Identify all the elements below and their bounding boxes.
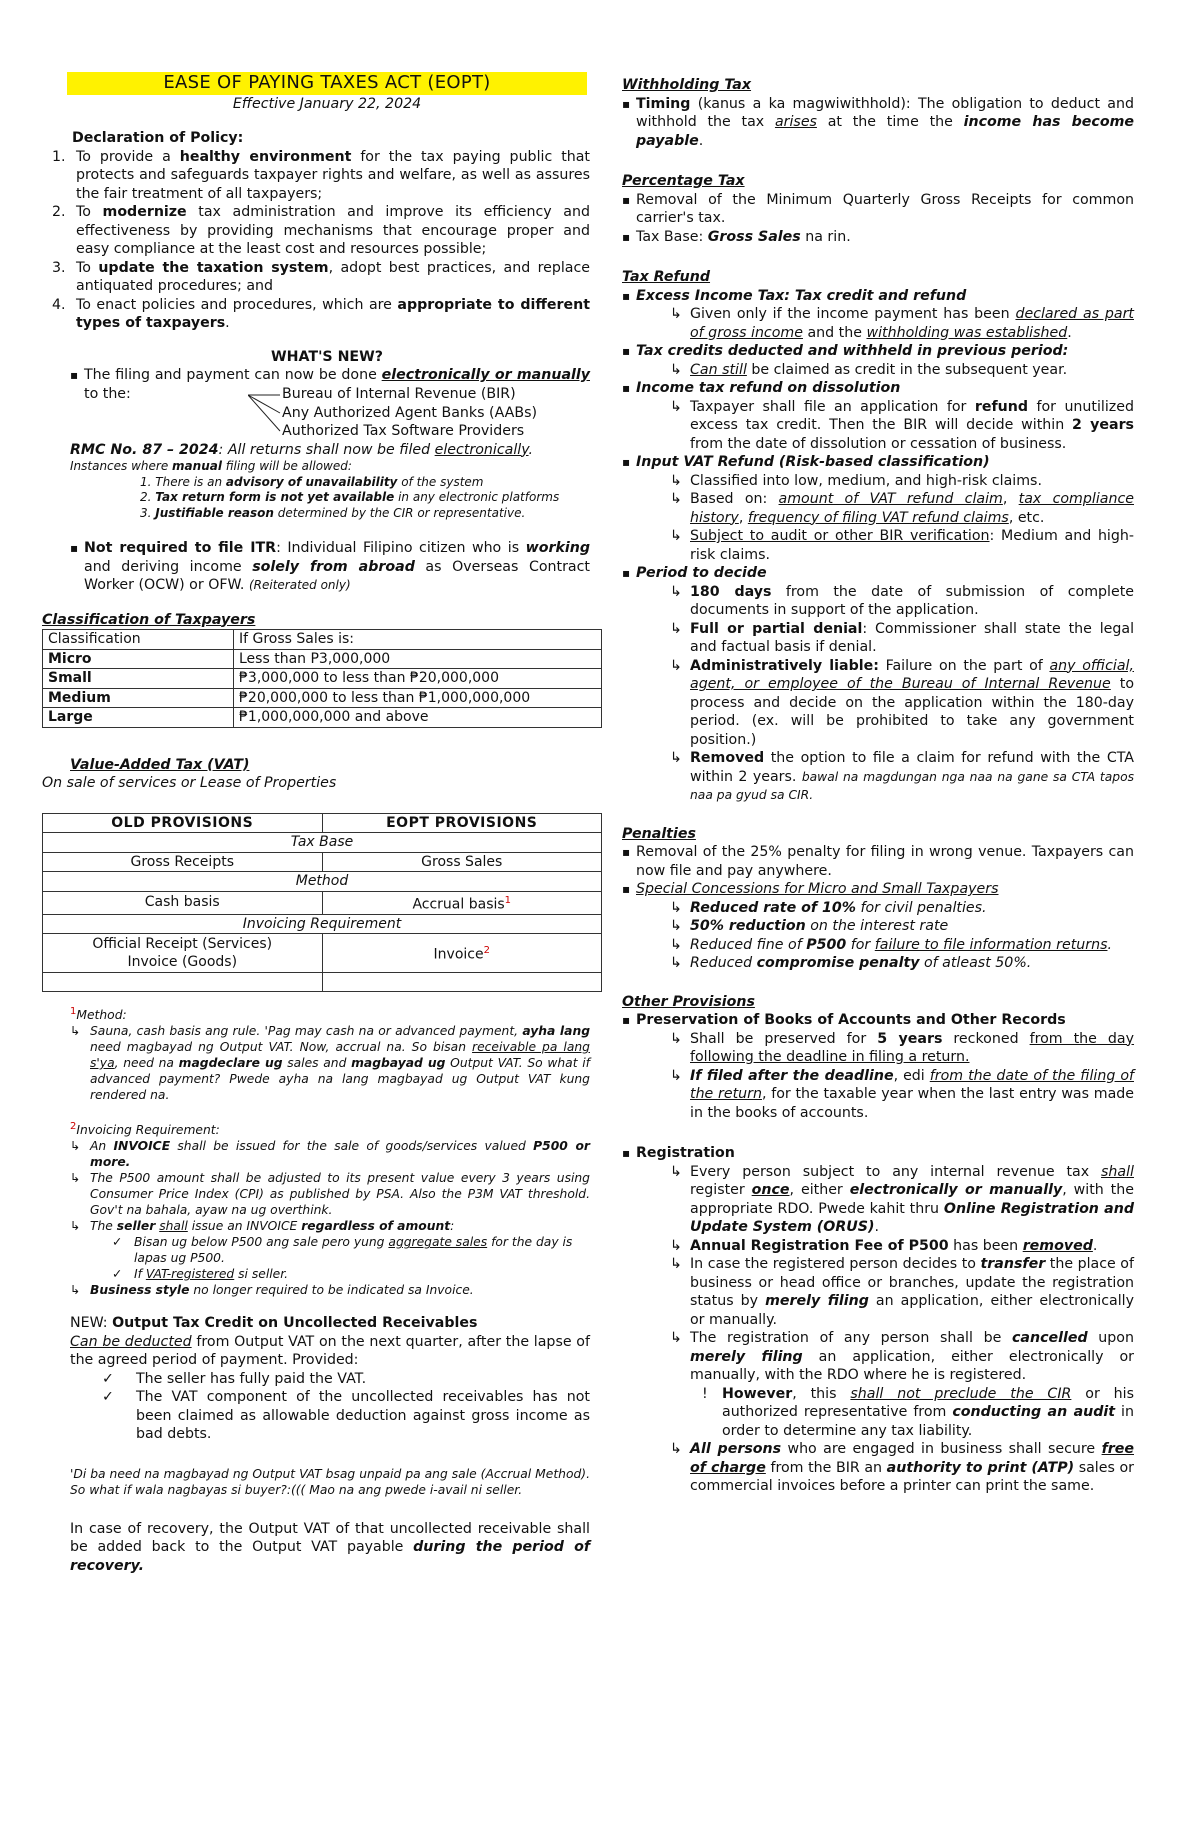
refund-excess: ▪ Excess Income Tax: Tax credit and refund <box>622 287 1134 306</box>
table-row: Large ₱1,000,000,000 and above <box>43 708 602 728</box>
instance-item: 3. Justifiable reason determined by the CIR or representative. <box>140 505 526 520</box>
registration-bullet: ▪ Registration <box>622 1144 1134 1163</box>
arrow-icon: ↳ <box>670 361 682 378</box>
arrow-icon: ↳ <box>670 1441 682 1457</box>
entities-list <box>282 385 590 441</box>
policy-heading: Declaration of Policy: <box>72 130 244 146</box>
vat-heading: Value-Added Tax (VAT) <box>70 756 250 773</box>
arrow-icon: ↳ <box>670 1030 682 1047</box>
classification-table <box>42 629 602 728</box>
books-bullet: ▪ Preservation of Books of Accounts and Other Records <box>622 1011 1134 1030</box>
table-row: Official Receipt (Services) Invoice (Goods) Invoice$^2$ <box>43 934 602 973</box>
policy-item: 2. To modernize tax administration and improve its efficiency and effectiveness by providing mechanisms that encourage proper and easy compliance at the least cost and resources possible; <box>70 203 590 259</box>
entity-aab: Any Authorized Agent Banks (AABs) <box>282 404 538 421</box>
other-heading: Other Provisions <box>622 993 755 1010</box>
arrow-icon: ↳ <box>670 472 682 489</box>
instances-line: Instances where manual filing will be allowed: <box>70 459 352 473</box>
arrow-icon: ↳ <box>670 1237 682 1254</box>
instances-list <box>140 475 590 522</box>
withholding-heading: Withholding Tax <box>622 77 752 93</box>
document-title: EASE OF PAYING TAXES ACT (EOPT) <box>67 72 587 95</box>
table-header-row: Classification If Gross Sales is: <box>43 630 602 650</box>
check-icon: ✓ <box>112 1235 123 1250</box>
rmc-line: RMC No. 87 – 2024: All returns shall now be filed electronically. <box>70 441 534 458</box>
arrow-icon: ↳ <box>670 936 682 953</box>
arrow-icon: ↳ <box>70 1024 81 1039</box>
right-column: Withholding Tax ▪ Timing (kanus a ka magwiwithhold): The obligation to deduct and withhold the tax arises at the time the income has become payable. Percentage Tax ▪ Removal of the Minimum Quarterly Gross Receipts for common carrier's tax. ▪ Tax Base: Gross Sales na rin. Tax Refund ▪ Excess Income Tax: Tax credit and refund ↳ Given only if the income payment has been declared as part of gross income and the withholding was established. ▪ Tax credits deducted and withheld in previous period: ↳ Can still be claimed as credit in the subsequent year. ▪ Income tax refund on dissolution ↳ Taxpayer shall file an application for refund for unutilized excess tax credit. Then the BIR will decide within 2 years from the date of dissolution or cessation of business. ▪ Input VAT Refund (Risk-based classification) ↳ Classified into low, medium, and high-risk claims. ↳ Based on: amount of VAT refund claim, tax compliance history, frequency of filing VAT refund claims, etc. ↳ Subject to audit or other BIR verification: Medium and high-risk claims. ▪ Period to decide ↳ 180 days from the date of submission of complete documents in support of the application. ↳ Full or partial denial: Commissioner shall state the legal and factual basis if denial. ↳ Administratively liable: Failure on the part of any official, agent, or employee of the Bureau of Internal Revenue to process and decide on the application within the 180-day period. (ex. will be prohibited to take any government position.) ↳ Removed the option to file a claim for refund with the CTA within 2 years. bawal na magdungan nga naa na gane sa CTA tapos naa pa gyud sa CIR. Penalties ▪ Removal of the 25% penalty for filing in wrong venue. Taxpayers can now file and pay anywhere. ▪ Special Concessions for Micro and Small Taxpayers ↳ Reduced rate of 10% for civil penalties. ↳ 50% reduction on the interest rate ↳ Reduced fine of P500 for failure to file information returns. ↳ Reduced compromise penalty of atleast 50%. Other Provisions ▪ Preservation of Books of Accounts and Other Records ↳ Shall be preserved for 5 years reckoned from the day following the deadline in filing a return. ↳ If filed after the deadline, edi from the date of the filing of the return, for the taxable year when the last entry was made in the books of accounts. ▪ Registration ↳ Every person subject to any internal revenue tax shall register once, either electronically or manually, with the appropriate RDO. Pwede kahit thru Online Registration and Update System (ORUS). ↳ Annual Registration Fee of P500 has been removed. ↳ In case the registered person decides to transfer the place of business or head office or branches, update the registration status by merely filing an application, either electronically or manually. ↳ The registration of any person shall be cancelled upon merely filing an application, either electronically or manually, with the RDO where he is registered. ! However, this shall not preclude the CIR or his authorized representative from conducting an audit in order to determine any tax liability. ↳ All persons who are engaged in business shall secure free of charge from the BIR an authority to print (ATP) sales or commercial invoices before a printer can print the same. <box>622 72 1134 1496</box>
table-row: Method <box>43 872 602 892</box>
refund-period: ▪ Period to decide <box>622 564 1134 583</box>
refund-dissolution: ▪ Income tax refund on dissolution <box>622 379 1134 398</box>
arrow-icon: ↳ <box>670 491 682 507</box>
table-row: Cash basis Accrual basis$^1$ <box>43 891 602 914</box>
exclamation-icon: ! <box>702 1385 708 1402</box>
itr-bullet: ▪ Not required to file ITR: Individual Filipino citizen who is working and deriving income solely from abroad as Overseas Contract Worker (OCW) or OFW. (Reiterated only) <box>70 539 590 595</box>
output-credit-note: 'Di ba need na magbayad ng Output VAT bsag unpaid pa ang sale (Accrual Method). So what if wala nagbayas si buyer?:((( Mao na ang pwede i-avail ni seller. <box>70 1466 590 1497</box>
percentage-heading: Percentage Tax <box>622 173 745 189</box>
arrow-icon: ↳ <box>70 1139 81 1154</box>
arrow-icon: ↳ <box>670 620 682 637</box>
entity-software: Authorized Tax Software Providers <box>282 423 525 439</box>
table-row: Tax Base <box>43 833 602 853</box>
table-row: Invoicing Requirement <box>43 914 602 934</box>
method-note: $^1$Method: ↳ Sauna, cash basis ang rule. 'Pag may cash na or advanced payment, ayha lang need magbayad ng Output VAT. Now, accrual na. So bisan receivable pa lang s'ya, need na magdeclare ug sales and magbayad ug Output VAT. So what if advanced payment? Pwede ayha na lang magbayad ug Output VAT kung rendered na. <box>70 1006 590 1103</box>
left-column <box>42 72 590 1575</box>
arrow-icon: ↳ <box>670 398 682 415</box>
check-icon: ✓ <box>102 1370 114 1387</box>
filing-bullet: ▪ The filing and payment can now be done electronically or manually to the: <box>70 366 590 403</box>
check-icon: ✓ <box>112 1267 123 1282</box>
table-header-row: OLD PROVISIONS EOPT PROVISIONS <box>43 813 602 833</box>
classification-heading: Classification of Taxpayers <box>42 611 256 628</box>
arrow-icon: ↳ <box>670 918 682 934</box>
arrow-icon: ↳ <box>70 1219 81 1234</box>
output-credit-section: NEW: Output Tax Credit on Uncollected Receivables Can be deducted from Output VAT on the next quarter, after the lapse of the agreed period of payment. Provided: ✓ The seller has fully paid the VAT. ✓ The VAT component of the uncollected receivables has not been claimed as allowable deduction against gross income as bad debts. 'Di ba need na magbayad ng Output VAT bsag unpaid pa ang sale (Accrual Method). So what if wala nagbayas si buyer?:((( Mao na ang pwede i-avail ni seller. In case of recovery, the Output VAT of that uncollected receivable shall be added back to the Output VAT payable during the period of recovery. <box>70 1315 591 1574</box>
refund-prev: ▪ Tax credits deducted and withheld in previous period: <box>622 342 1134 361</box>
policy-item: 4. To enact policies and procedures, which are appropriate to different types of taxpayers. <box>70 296 590 333</box>
arrow-icon: ↳ <box>670 583 682 600</box>
instance-item: 1. There is an advisory of unavailability of the system <box>140 474 484 489</box>
table-row: Small ₱3,000,000 to less than ₱20,000,000 <box>43 669 602 689</box>
policy-item: 1. To provide a healthy environment for the tax paying public that protects and safeguards taxpayer rights and welfare, as well as assures the fair treatment of all taxpayers; <box>70 148 590 204</box>
arrow-icon: ↳ <box>670 899 682 916</box>
branch-lines-icon <box>248 385 282 441</box>
effective-date: Effective January 22, 2024 <box>232 95 422 112</box>
withholding-bullet: ▪ Timing (kanus a ka magwiwithhold): The obligation to deduct and withhold the tax arises at the time the income has become payable. <box>622 95 1134 151</box>
arrow-icon: ↳ <box>670 750 682 766</box>
percentage-bullet: ▪ Tax Base: Gross Sales na rin. <box>622 228 1134 247</box>
vat-table <box>42 813 602 993</box>
arrow-icon: ↳ <box>670 306 682 322</box>
arrow-icon: ↳ <box>670 528 682 544</box>
arrow-icon: ↳ <box>670 1330 682 1346</box>
penalties-heading: Penalties <box>622 825 696 842</box>
check-icon: ✓ <box>102 1389 114 1406</box>
arrow-icon: ↳ <box>670 1067 682 1084</box>
arrow-icon: ↳ <box>670 1256 682 1272</box>
table-row <box>43 973 602 992</box>
whats-new-heading: WHAT'S NEW? <box>270 348 384 365</box>
output-credit-heading: Output Tax Credit on Uncollected Receivables <box>112 1315 478 1332</box>
table-row: Gross Receipts Gross Sales <box>43 852 602 872</box>
invoicing-note: $^2$Invoicing Requirement: ↳ An INVOICE shall be issued for the sale of goods/services valued P500 or more. ↳ The P500 amount shall be adjusted to its present value every 3 years using Consumer Price Index (CPI) as published by PSA. Also the P3M VAT threshold. Gov't na bahala, ayaw na ug overthink. ↳ The seller shall issue an INVOICE regardless of amount: ✓ Bisan ug below P500 ang sale pero yung aggregate sales for the day is lapas ug P500. ✓ If VAT-registered si seller. ↳ Business style no longer required to be indicated sa Invoice. <box>70 1121 590 1298</box>
policy-list <box>70 148 590 333</box>
arrow-icon: ↳ <box>670 657 682 674</box>
penalties-bullet: ▪ Removal of the 25% penalty for filing in wrong venue. Taxpayers can now file and pay anywhere. <box>622 843 1134 880</box>
table-row: Medium ₱20,000,000 to less than ₱1,000,000,000 <box>43 688 602 708</box>
entity-bir: Bureau of Internal Revenue (BIR) <box>282 386 516 402</box>
refund-input-vat: ▪ Input VAT Refund (Risk-based classification) <box>622 453 1134 472</box>
refund-heading: Tax Refund <box>622 269 711 285</box>
arrow-icon: ↳ <box>670 1163 682 1180</box>
vat-subheading: On sale of services or Lease of Properties <box>42 775 337 791</box>
table-row: Micro Less than P3,000,000 <box>43 649 602 669</box>
penalties-bullet: ▪ Special Concessions for Micro and Small Taxpayers <box>622 880 1134 899</box>
arrow-icon: ↳ <box>670 955 682 971</box>
policy-item: 3. To update the taxation system, adopt best practices, and replace antiquated procedures; and <box>70 259 590 296</box>
percentage-bullet: ▪ Removal of the Minimum Quarterly Gross Receipts for common carrier's tax. <box>622 191 1134 228</box>
instance-item: 2. Tax return form is not yet available in any electronic platforms <box>140 490 560 504</box>
arrow-icon: ↳ <box>70 1171 81 1186</box>
arrow-icon: ↳ <box>70 1283 81 1298</box>
